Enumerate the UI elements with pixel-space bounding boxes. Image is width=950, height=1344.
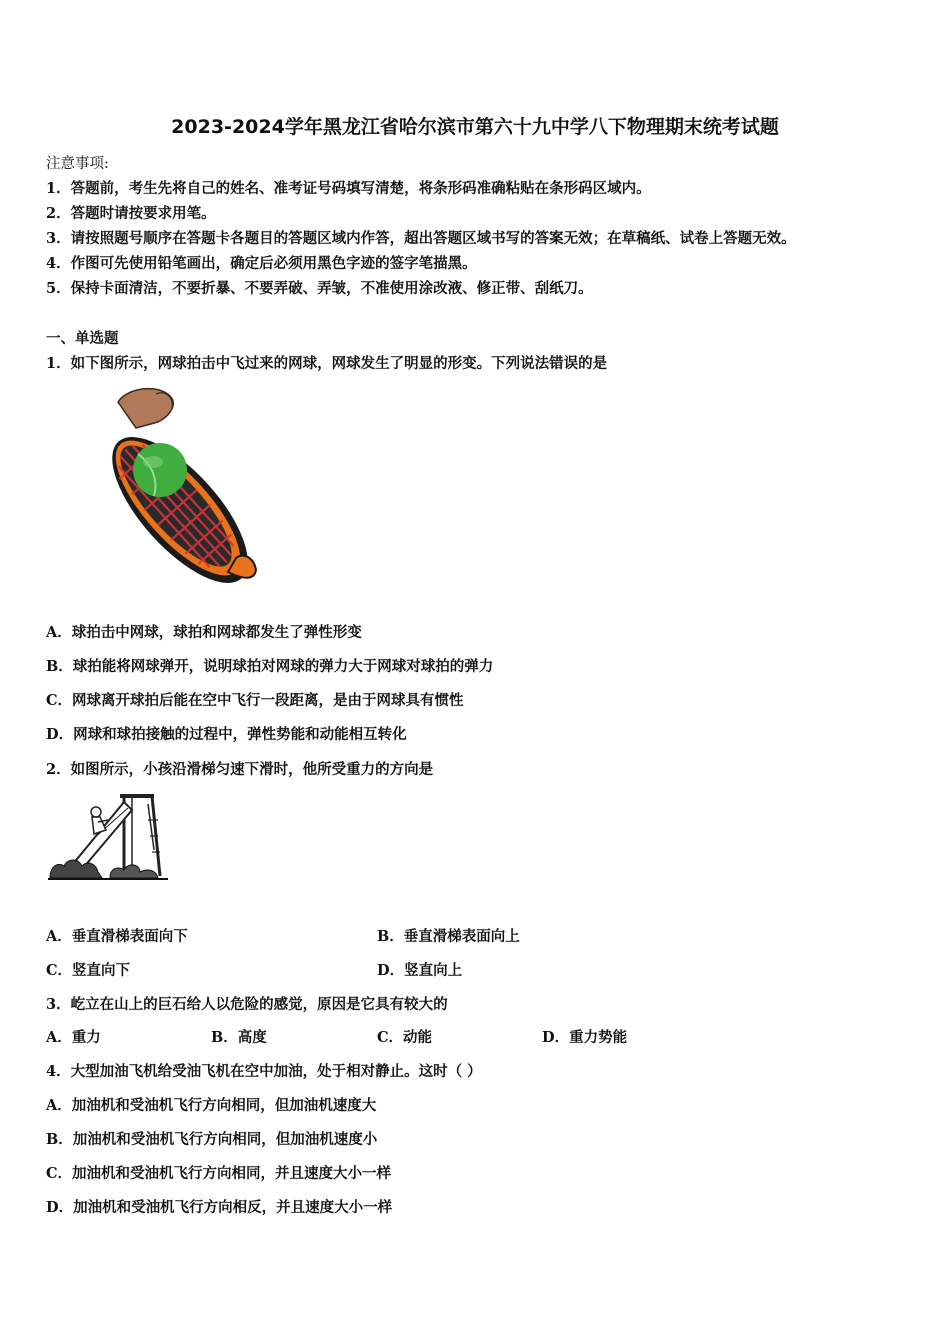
question-2-option-c: C．竖直向下 [46, 962, 131, 979]
question-1-stem: 1．如下图所示，网球拍击中飞过来的网球，网球发生了明显的形变。下列说法错误的是 [46, 355, 608, 372]
question-1-option-a: A．球拍击中网球，球拍和网球都发生了弹性形变 [46, 624, 362, 641]
question-1-option-b: B．球拍能将网球弹开，说明球拍对网球的弹力大于网球对球拍的弹力 [46, 658, 494, 675]
question-2-stem: 2．如图所示，小孩沿滑梯匀速下滑时，他所受重力的方向是 [46, 761, 434, 778]
question-2-option-b: B．垂直滑梯表面向上 [377, 928, 520, 945]
question-3-option-b: B．高度 [211, 1029, 267, 1046]
tennis-racket-image [58, 382, 263, 594]
question-4-stem: 4．大型加油飞机给受油飞机在空中加油，处于相对静止。这时（ ） [46, 1063, 482, 1080]
notice-item: 1．答题前，考生先将自己的姓名、准考证号码填写清楚，将条形码准确粘贴在条形码区域内。 [46, 180, 651, 197]
section-heading: 一、单选题 [46, 330, 119, 347]
notice-item: 3．请按照题号顺序在答题卡各题目的答题区域内作答，超出答题区域书写的答案无效；在草稿纸、试卷上答题无效。 [46, 230, 796, 247]
question-4-option-b: B．加油机和受油机飞行方向相同，但加油机速度小 [46, 1131, 378, 1148]
question-2-option-d: D．竖直向上 [377, 962, 463, 979]
question-3-option-d: D．重力势能 [542, 1029, 628, 1046]
child-slide-image [48, 790, 168, 882]
question-2-option-a: A．垂直滑梯表面向下 [46, 928, 188, 945]
question-4-option-d: D．加油机和受油机飞行方向相反，并且速度大小一样 [46, 1199, 393, 1216]
question-3-option-a: A．重力 [46, 1029, 101, 1046]
notice-item: 4．作图可先使用铅笔画出，确定后必须用黑色字迹的签字笔描黑。 [46, 255, 477, 272]
tennis-ball-icon [133, 443, 187, 497]
question-4-option-c: C．加油机和受油机飞行方向相同，并且速度大小一样 [46, 1165, 392, 1182]
question-3-stem: 3．屹立在山上的巨石给人以危险的感觉，原因是它具有较大的 [46, 996, 448, 1013]
notice-item: 2．答题时请按要求用笔。 [46, 205, 216, 222]
notice-item: 5．保持卡面清洁，不要折暴、不要弄破、弄皱，不准使用涂改液、修正带、刮纸刀。 [46, 280, 593, 297]
question-1-option-d: D．网球和球拍接触的过程中，弹性势能和动能相互转化 [46, 726, 407, 743]
notice-heading: 注意事项: [46, 156, 109, 172]
page-title: 2023-2024学年黑龙江省哈尔滨市第六十九中学八下物理期末统考试题 [171, 116, 779, 138]
child-head-icon [91, 807, 101, 817]
question-4-option-a: A．加油机和受油机飞行方向相同，但加油机速度大 [46, 1097, 377, 1114]
question-3-option-c: C．动能 [377, 1029, 433, 1046]
slide-figure [48, 790, 168, 882]
question-1-option-c: C．网球离开球拍后能在空中飞行一段距离，是由于网球具有惯性 [46, 692, 464, 709]
tennis-racket-figure [58, 382, 263, 594]
